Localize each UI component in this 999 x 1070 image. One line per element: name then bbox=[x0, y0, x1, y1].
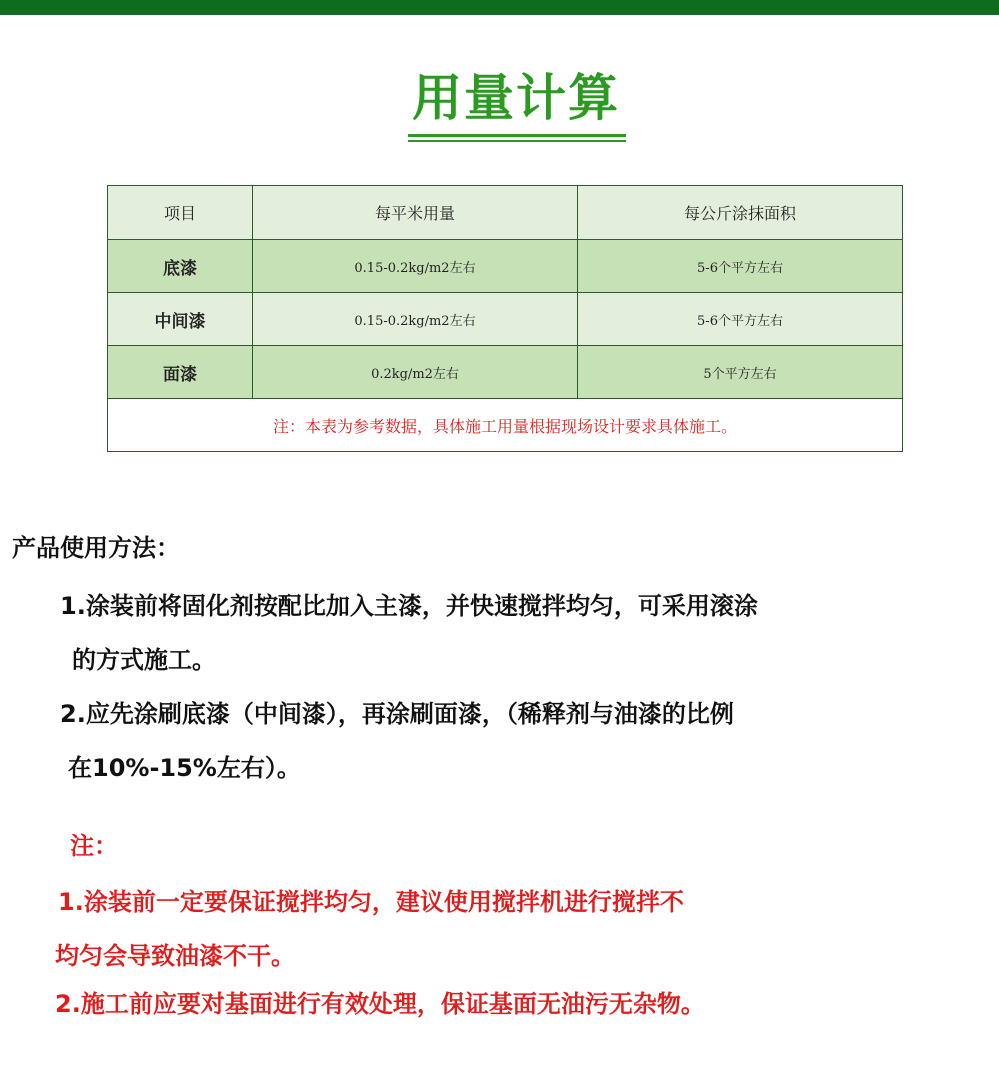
row-per-kg: 5-6个平方左右 bbox=[697, 313, 783, 329]
row-per-kg: 5-6个平方左右 bbox=[697, 260, 783, 276]
title-block bbox=[404, 66, 628, 146]
row-per-kg: 5个平方左右 bbox=[703, 366, 777, 382]
page-title: 用量计算 bbox=[412, 69, 620, 127]
row-item: 面漆 bbox=[108, 346, 253, 398]
notes-heading: 注： bbox=[70, 832, 118, 860]
row-per-sqm: 0.2kg/m2左右 bbox=[253, 346, 578, 398]
header-item: 项目 bbox=[108, 186, 253, 239]
note-1: 1.涂装前一定要保证搅拌均匀，建议使用搅拌机进行搅拌不 bbox=[58, 888, 684, 916]
table-row bbox=[108, 292, 902, 345]
table-note: 注：本表为参考数据，具体施工用量根据现场设计要求具体施工。 bbox=[272, 416, 737, 436]
row-item: 中间漆 bbox=[108, 293, 253, 345]
note-2: 2.施工前应要对基面进行有效处理，保证基面无油污无杂物。 bbox=[55, 990, 705, 1018]
top-banner-bar bbox=[0, 0, 999, 15]
table-header-row bbox=[108, 186, 902, 239]
header-per-sqm: 每平米用量 bbox=[253, 186, 578, 239]
method-step-1-cont: 的方式施工。 bbox=[72, 646, 216, 674]
method-step-2: 2.应先涂刷底漆（中间漆），再涂刷面漆，（稀释剂与油漆的比例 bbox=[60, 700, 734, 728]
table-row bbox=[108, 239, 902, 292]
table-note-row bbox=[108, 398, 902, 451]
header-per-kg: 每公斤涂抹面积 bbox=[683, 204, 796, 223]
method-step-1: 1.涂装前将固化剂按配比加入主漆，并快速搅拌均匀，可采用滚涂 bbox=[60, 592, 758, 620]
method-heading: 产品使用方法： bbox=[12, 534, 180, 562]
table-row bbox=[108, 345, 902, 398]
row-per-sqm: 0.15-0.2kg/m2左右 bbox=[253, 293, 578, 345]
usage-table bbox=[107, 185, 903, 452]
row-item: 底漆 bbox=[108, 240, 253, 292]
row-per-sqm: 0.15-0.2kg/m2左右 bbox=[253, 240, 578, 292]
note-1-cont: 均匀会导致油漆不干。 bbox=[55, 942, 295, 970]
method-step-2-cont: 在10%-15%左右）。 bbox=[68, 754, 301, 782]
title-underline-secondary bbox=[408, 140, 626, 142]
title-underline bbox=[408, 134, 626, 137]
